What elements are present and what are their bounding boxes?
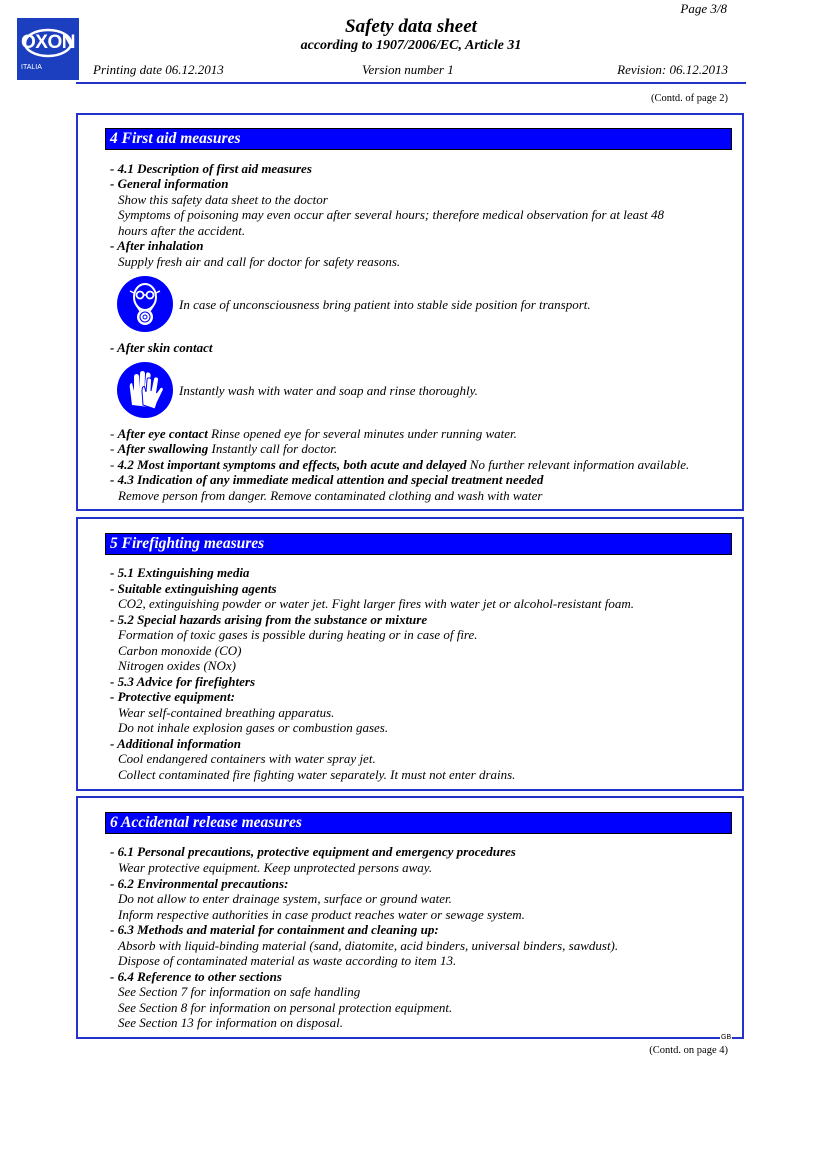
- section-title: 5 Firefighting measures: [105, 533, 732, 555]
- body-text: Remove person from danger. Remove contaminated clothing and wash with water: [118, 488, 543, 503]
- body-text: Carbon monoxide (CO): [118, 643, 242, 658]
- subsection-heading: - 4.1 Description of first aid measures: [110, 161, 312, 176]
- subsection-heading: - 6.1 Personal precautions, protective equipment and emergency procedures: [110, 844, 516, 859]
- subsection-heading: - 5.3 Advice for firefighters: [110, 674, 256, 689]
- header-divider: [76, 82, 746, 84]
- body-text: Show this safety data sheet to the doctor: [118, 192, 328, 207]
- body-text: Do not allow to enter drainage system, surface or ground water.: [118, 891, 452, 906]
- section-title: 4 First aid measures: [105, 128, 732, 150]
- body-text: Absorb with liquid-binding material (sand, diatomite, acid binders, universal binders, sawdust).: [118, 938, 619, 953]
- printing-date: Printing date 06.12.2013: [93, 62, 224, 77]
- body-text: CO2, extinguishing powder or water jet. Fight larger fires with water jet or alcohol-resistant foam.: [118, 596, 635, 611]
- symptoms-line: - 4.2 Most important symptoms and effects, both acute and delayed No further relevant information available.: [110, 457, 690, 472]
- continued-on-note: (Contd. on page 4): [649, 1045, 728, 1056]
- logo-text: OXON: [21, 32, 75, 53]
- icon-caption: Instantly wash with water and soap and rinse thoroughly.: [179, 383, 478, 398]
- logo-subtext: ITALIA: [21, 64, 42, 71]
- body-text: Inform respective authorities in case product reaches water or sewage system.: [118, 907, 525, 922]
- document-title: Safety data sheet: [345, 16, 477, 37]
- body-text: Wear self-contained breathing apparatus.: [118, 705, 335, 720]
- subsection-heading: - 6.4 Reference to other sections: [110, 969, 282, 984]
- version-number: Version number 1: [362, 62, 454, 77]
- continued-from-note: (Contd. of page 2): [651, 93, 728, 104]
- respirator-mask-icon: [116, 275, 174, 333]
- body-text: Supply fresh air and call for doctor for safety reasons.: [118, 254, 401, 269]
- section-firefighting: [76, 517, 744, 791]
- subsection-heading: - 4.3 Indication of any immediate medical attention and special treatment needed: [110, 472, 544, 487]
- subsection-heading: - After inhalation: [110, 238, 204, 253]
- body-text: Cool endangered containers with water spray jet.: [118, 751, 376, 766]
- swallowing-line: - After swallowing Instantly call for doctor.: [110, 441, 338, 456]
- section-title: 6 Accidental release measures: [105, 812, 732, 834]
- subsection-heading: - General information: [110, 176, 229, 191]
- body-text: Formation of toxic gases is possible during heating or in case of fire.: [118, 627, 478, 642]
- body-text: See Section 7 for information on safe handling: [118, 984, 361, 999]
- eye-contact-line: - After eye contact Rinse opened eye for several minutes under running water.: [110, 426, 517, 441]
- body-text: See Section 8 for information on personal protection equipment.: [118, 1000, 453, 1015]
- body-text: Dispose of contaminated material as waste according to item 13.: [118, 953, 457, 968]
- subsection-heading: - 5.1 Extinguishing media: [110, 565, 250, 580]
- subsection-heading: - After skin contact: [110, 340, 213, 355]
- body-text: Collect contaminated fire fighting water separately. It must not enter drains.: [118, 767, 516, 782]
- subsection-heading: - 6.3 Methods and material for containment and cleaning up:: [110, 922, 439, 937]
- protective-gloves-icon: [116, 361, 174, 419]
- section-first-aid: [76, 113, 744, 511]
- body-text: Do not inhale explosion gases or combustion gases.: [118, 720, 389, 735]
- language-code: GB: [721, 1034, 732, 1041]
- subsection-heading: - 5.2 Special hazards arising from the substance or mixture: [110, 612, 428, 627]
- icon-caption: In case of unconsciousness bring patient into stable side position for transport.: [179, 297, 591, 312]
- document-subtitle: according to 1907/2006/EC, Article 31: [300, 38, 522, 53]
- page-number: Page 3/8: [680, 1, 727, 16]
- body-text: Wear protective equipment. Keep unprotected persons away.: [118, 860, 433, 875]
- body-text: See Section 13 for information on disposal.: [118, 1015, 343, 1030]
- subsection-heading: - 6.2 Environmental precautions:: [110, 876, 289, 891]
- body-text: Nitrogen oxides (NOx): [118, 658, 236, 673]
- body-text: Symptoms of poisoning may even occur after several hours; therefore medical observation for at least 48: [118, 207, 665, 222]
- subsection-heading: - Additional information: [110, 736, 242, 751]
- revision-date: Revision: 06.12.2013: [617, 62, 728, 77]
- subsection-heading: - Protective equipment:: [110, 689, 235, 704]
- subsection-heading: - Suitable extinguishing agents: [110, 581, 277, 596]
- body-text: hours after the accident.: [118, 223, 246, 238]
- section-accidental-release: [76, 796, 744, 1039]
